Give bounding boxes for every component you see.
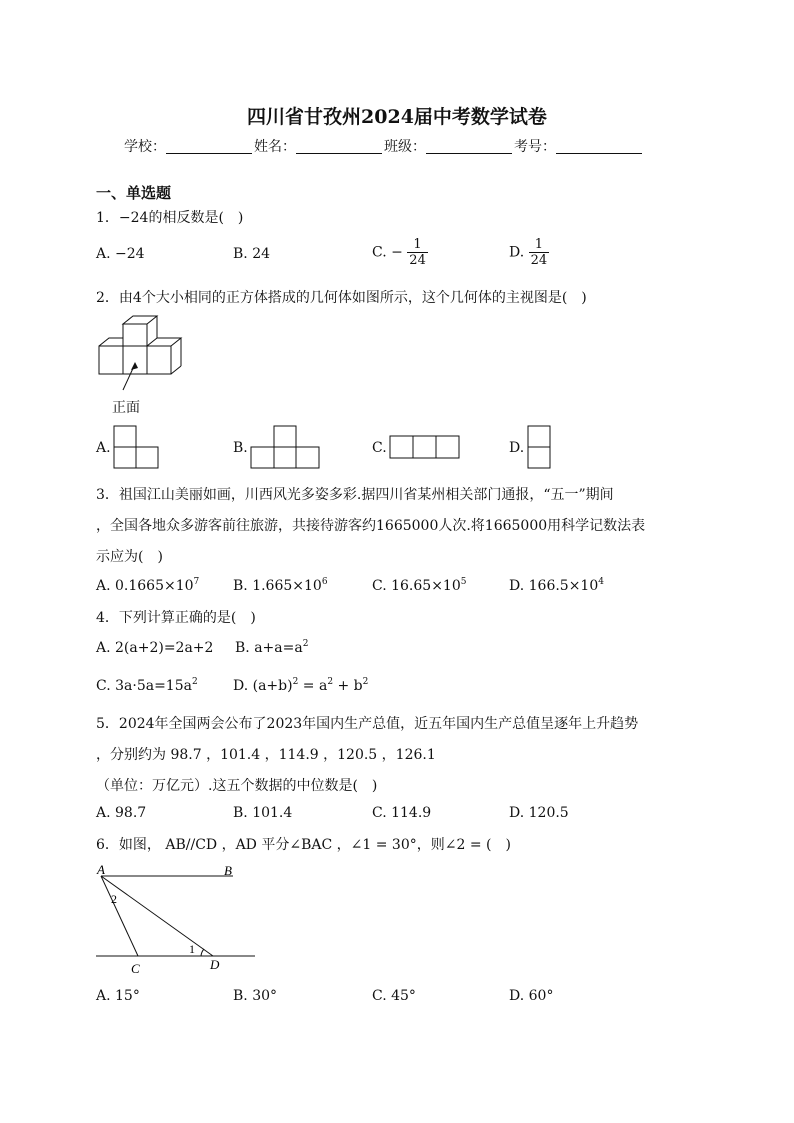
q1-stem: 1．−24的相反数是( ) [96, 210, 244, 226]
q6-option-a: A. 15° [96, 988, 140, 1004]
q4-c-base: C. 3a·5a=15a [96, 678, 192, 694]
class-label: 班级： [384, 139, 426, 155]
q4-d-part1: D. (a+b) [233, 678, 293, 694]
q2-option-c: C. [372, 440, 387, 456]
exam-title: 四川省甘孜州2024届中考数学试卷 [247, 106, 547, 128]
q3-a-exponent: 7 [193, 577, 200, 587]
q1-c-numerator: 1 [407, 237, 428, 253]
q6-stem: 6．如图， AB//CD ，AD 平分∠BAC ，∠1 = 30°，则∠2 = ( ) [96, 837, 511, 853]
q4-d-exp2: 2 [327, 677, 334, 687]
section-heading: 一、单选题 [96, 184, 172, 202]
q4-b-base: B. a+a=a [235, 640, 303, 656]
q2-option-d: D. [509, 440, 525, 456]
q5-line3: （单位：万亿元）.这五个数据的中位数是( ) [96, 778, 378, 794]
point-d-label: D [210, 957, 220, 972]
q1-option-b: B. 24 [233, 246, 271, 262]
q1-option-c [372, 237, 428, 268]
q3-line3: 示应为( ) [96, 549, 163, 565]
parallel-lines-figure [93, 860, 263, 980]
q5-option-b: B. 101.4 [233, 805, 293, 821]
q4-c-exponent: 2 [191, 677, 198, 687]
q2-stem: 2．由4个大小相同的正方体搭成的几何体如图所示，这个几何体的主视图是( ) [96, 290, 587, 306]
point-b-label: B [224, 863, 232, 878]
q3-b-exponent: 6 [321, 577, 328, 587]
q3-a-base: A. 0.1665×10 [96, 578, 194, 594]
q3-d-exponent: 4 [598, 577, 604, 587]
q1-d-numerator: 1 [529, 237, 550, 253]
q1-option-d-prefix: D. [509, 244, 529, 261]
q1-c-denominator: 24 [409, 253, 426, 268]
q3-option-d [509, 578, 604, 594]
q4-option-c [96, 678, 198, 694]
q5-line2: ，分别约为 98.7 ，101.4 ，114.9 ，120.5 ，126.1 [96, 747, 436, 763]
q3-line1: 3．祖国江山美丽如画，川西风光多姿多彩.据四川省某州相关部门通报，“五一”期间 [96, 487, 614, 503]
q4-b-exponent: 2 [302, 639, 309, 649]
q3-d-base: D. 166.5×10 [509, 578, 599, 594]
class-blank [426, 137, 512, 154]
q1-option-d-fraction [529, 237, 550, 268]
q4-option-b [235, 640, 308, 656]
angle-2-label: 2 [111, 892, 117, 906]
point-a-label: A [97, 862, 105, 877]
q3-c-base: C. 16.65×10 [372, 578, 461, 594]
q6-option-c: C. 45° [372, 988, 416, 1004]
q3-c-exponent: 5 [460, 577, 467, 587]
q2-option-b: B. [233, 440, 248, 456]
q6-option-d: D. 60° [509, 988, 554, 1004]
q2-option-a: A. [96, 440, 111, 456]
q6-option-b: B. 30° [233, 988, 278, 1004]
q3-line2: ，全国各地众多游客前往旅游，共接待游客约1665000人次.将1665000用科学记数法表 [96, 518, 646, 534]
school-label: 学校： [124, 139, 166, 155]
angle-1-label: 1 [189, 942, 195, 956]
q4-option-a: A. 2(a+2)=2a+2 [96, 640, 214, 656]
q4-d-part2: = a [298, 678, 328, 694]
school-blank [166, 137, 252, 154]
q4-d-exp3: 2 [362, 677, 369, 687]
q5-option-c: C. 114.9 [372, 805, 432, 821]
q4-d-part3: + b [333, 678, 363, 694]
q1-d-denominator: 24 [530, 253, 548, 268]
point-c-label: C [131, 961, 140, 976]
q4-d-exp1: 2 [292, 677, 299, 687]
q3-option-b [233, 578, 328, 594]
q1-option-c-fraction [407, 237, 428, 268]
q2-option-c-figure [389, 435, 461, 461]
q4-stem: 4．下列计算正确的是( ) [96, 610, 256, 626]
q5-line1: 5．2024年全国两会公布了2023年国内生产总值，近五年国内生产总值呈逐年上升趋势 [96, 716, 639, 732]
q2-option-d-figure [527, 425, 553, 469]
cube-solid-figure [96, 316, 188, 380]
id-blank [556, 137, 642, 154]
name-blank [296, 137, 382, 154]
student-info-line [124, 136, 644, 156]
front-label: 正面 [112, 400, 140, 416]
q4-option-d [233, 678, 368, 694]
q5-option-a: A. 98.7 [96, 805, 147, 821]
q1-option-c-prefix: C. − [372, 244, 403, 261]
q5-option-d: D. 120.5 [509, 805, 569, 821]
q2-option-b-figure [250, 425, 322, 469]
q3-option-c [372, 578, 466, 594]
q1-option-d [509, 237, 549, 268]
q3-option-a [96, 578, 199, 594]
name-label: 姓名： [254, 139, 296, 155]
q1-option-a: A. −24 [96, 246, 145, 262]
q3-b-base: B. 1.665×10 [233, 578, 322, 594]
q2-option-a-figure [113, 425, 161, 469]
id-label: 考号： [514, 139, 556, 155]
